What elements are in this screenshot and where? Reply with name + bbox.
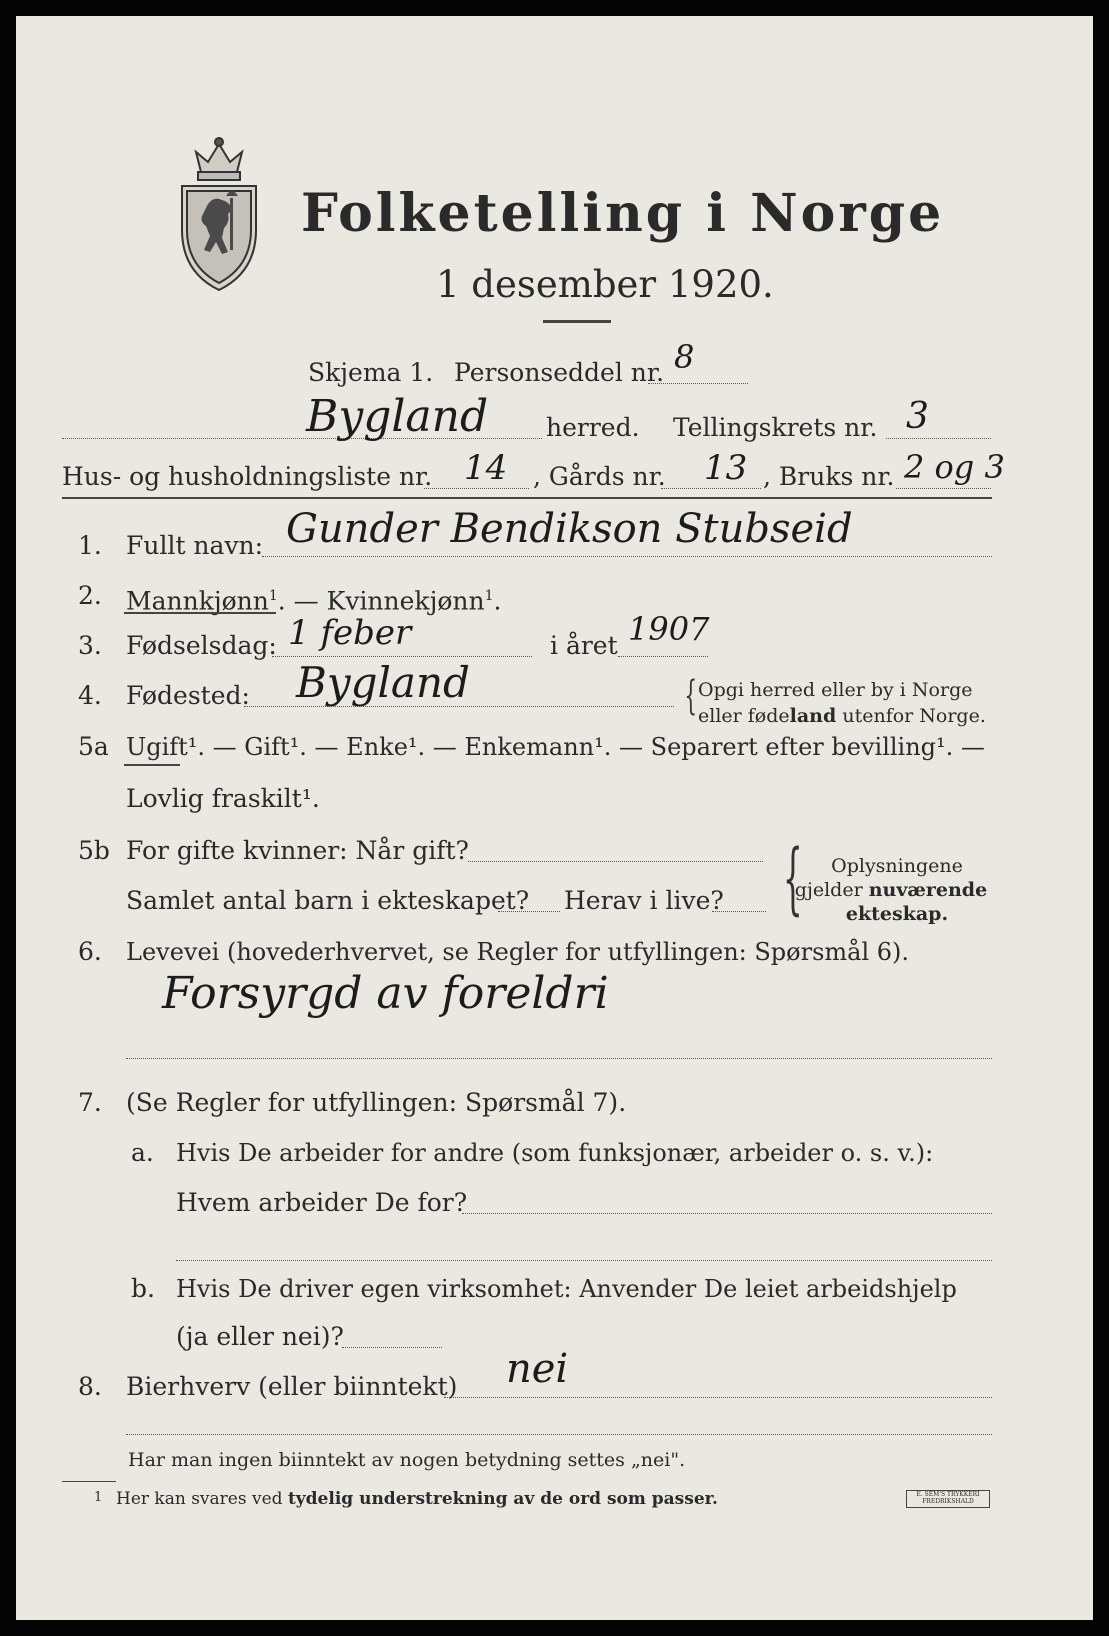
bruks-value[interactable]: 2 og 3	[904, 448, 1005, 486]
option-female[interactable]: Kvinnekjønn	[326, 586, 485, 616]
q6-number: 6.	[78, 937, 102, 966]
q7a-line1: Hvis De arbeider for andre (som funksjonær, arbeider o. s. v.):	[176, 1139, 934, 1167]
q7a-line2: Hvem arbeider De for?	[176, 1188, 468, 1217]
q7b-line2: (ja eller nei)?	[176, 1322, 344, 1351]
q5b-children-label: Samlet antal barn i ekteskapet?	[126, 886, 530, 915]
q7b-letter: b.	[131, 1274, 155, 1303]
census-form-page	[16, 16, 1093, 1620]
birthplace-value[interactable]: Bygland	[296, 658, 470, 707]
q7a-letter: a.	[131, 1138, 154, 1167]
q2-sex-options: Mannkjønn$^1$. — Kvinnekjønn$^1$.	[126, 586, 502, 616]
hired-help-field[interactable]	[342, 1347, 442, 1348]
birth-year-value[interactable]: 1907	[628, 610, 710, 648]
q4-number: 4.	[78, 681, 102, 710]
option-male[interactable]: Mannkjønn	[126, 586, 269, 616]
q5b-note-line1: Oplysningene	[831, 855, 963, 877]
herred-value[interactable]: Bygland	[306, 391, 489, 442]
q7b-line1: Hvis De driver egen virksomhet: Anvender De leiet arbeidshjelp	[176, 1275, 957, 1303]
husliste-value[interactable]: 14	[464, 448, 508, 488]
q3-label: Fødselsdag:	[126, 631, 277, 660]
q5b-line1: For gifte kvinner: Når gift?	[126, 836, 469, 865]
employer-field[interactable]	[462, 1213, 992, 1214]
q3-year-label: i året	[550, 631, 618, 660]
full-name-value[interactable]: Gunder Bendikson Stubseid	[286, 506, 853, 552]
footnote-mark: 1	[94, 1490, 103, 1505]
q6-label: Levevei (hovederhvervet, se Regler for utfyllingen: Spørsmål 6).	[126, 938, 910, 966]
personseddel-value[interactable]: 8	[674, 338, 695, 376]
bruks-label: , Bruks nr.	[763, 462, 895, 491]
birthday-value[interactable]: 1 feber	[288, 613, 412, 653]
q4-note-brace: {	[684, 673, 698, 719]
q2-number: 2.	[78, 581, 102, 610]
q7-label: (Se Regler for utfyllingen: Spørsmål 7).	[126, 1088, 627, 1117]
q8-number: 8.	[78, 1372, 102, 1401]
q1-number: 1.	[78, 531, 102, 560]
footnote-text: Her kan svares ved tydelig understrekning av de ord som passer.	[116, 1489, 718, 1509]
q5a-marital-options[interactable]: Ugift¹. — Gift¹. — Enke¹. — Enkemann¹. — Separert efter bevilling¹. —	[126, 733, 985, 761]
q4-note-line1: Opgi herred eller by i Norge	[698, 679, 973, 701]
skjema-label: Skjema 1.	[308, 358, 434, 387]
census-date: 1 desember 1920.	[436, 263, 774, 306]
side-income-value[interactable]: nei	[506, 1346, 569, 1392]
q1-label: Fullt navn:	[126, 531, 264, 560]
q5a-number: 5a	[78, 732, 109, 761]
personseddel-label: Personseddel nr.	[454, 358, 665, 387]
male-underline	[124, 612, 276, 614]
tellingskrets-label: Tellingskrets nr.	[673, 413, 878, 442]
q4-label: Fødested:	[126, 681, 250, 710]
footnote-divider	[62, 1481, 116, 1482]
form-title: Folketelling i Norge	[301, 183, 945, 244]
gards-value[interactable]: 13	[704, 448, 748, 488]
tellingskrets-value[interactable]: 3	[906, 396, 929, 437]
ugift-underline	[124, 764, 180, 766]
q7-number: 7.	[78, 1088, 102, 1117]
title-divider	[543, 320, 611, 323]
q5b-note-brace: {	[782, 834, 803, 924]
q5b-number: 5b	[78, 836, 110, 865]
herred-label: herred.	[546, 413, 640, 442]
q8-label: Bierhverv (eller biinntekt)	[126, 1372, 458, 1401]
husliste-label: Hus- og husholdningsliste nr.	[62, 462, 433, 491]
q3-number: 3.	[78, 631, 102, 660]
q5a-line2[interactable]: Lovlig fraskilt¹.	[126, 784, 320, 813]
q8-note: Har man ingen biinntekt av nogen betydning settes „nei".	[128, 1449, 686, 1471]
q5b-note-line2: gjelder nuværende	[794, 879, 988, 901]
norwegian-coat-of-arms-icon	[176, 134, 262, 294]
q5b-note-line3: ekteskap.	[845, 903, 949, 925]
q5b-alive-label: Herav i live?	[564, 886, 724, 915]
printer-stamp: E. SEM'S TRYKKERI FREDRIKSHALD	[906, 1490, 990, 1508]
gards-label: , Gårds nr.	[533, 462, 666, 491]
q4-note-line2: eller fødeland utenfor Norge.	[698, 705, 986, 727]
header-divider	[62, 497, 992, 499]
occupation-value[interactable]: Forsyrgd av foreldri	[162, 968, 609, 1019]
